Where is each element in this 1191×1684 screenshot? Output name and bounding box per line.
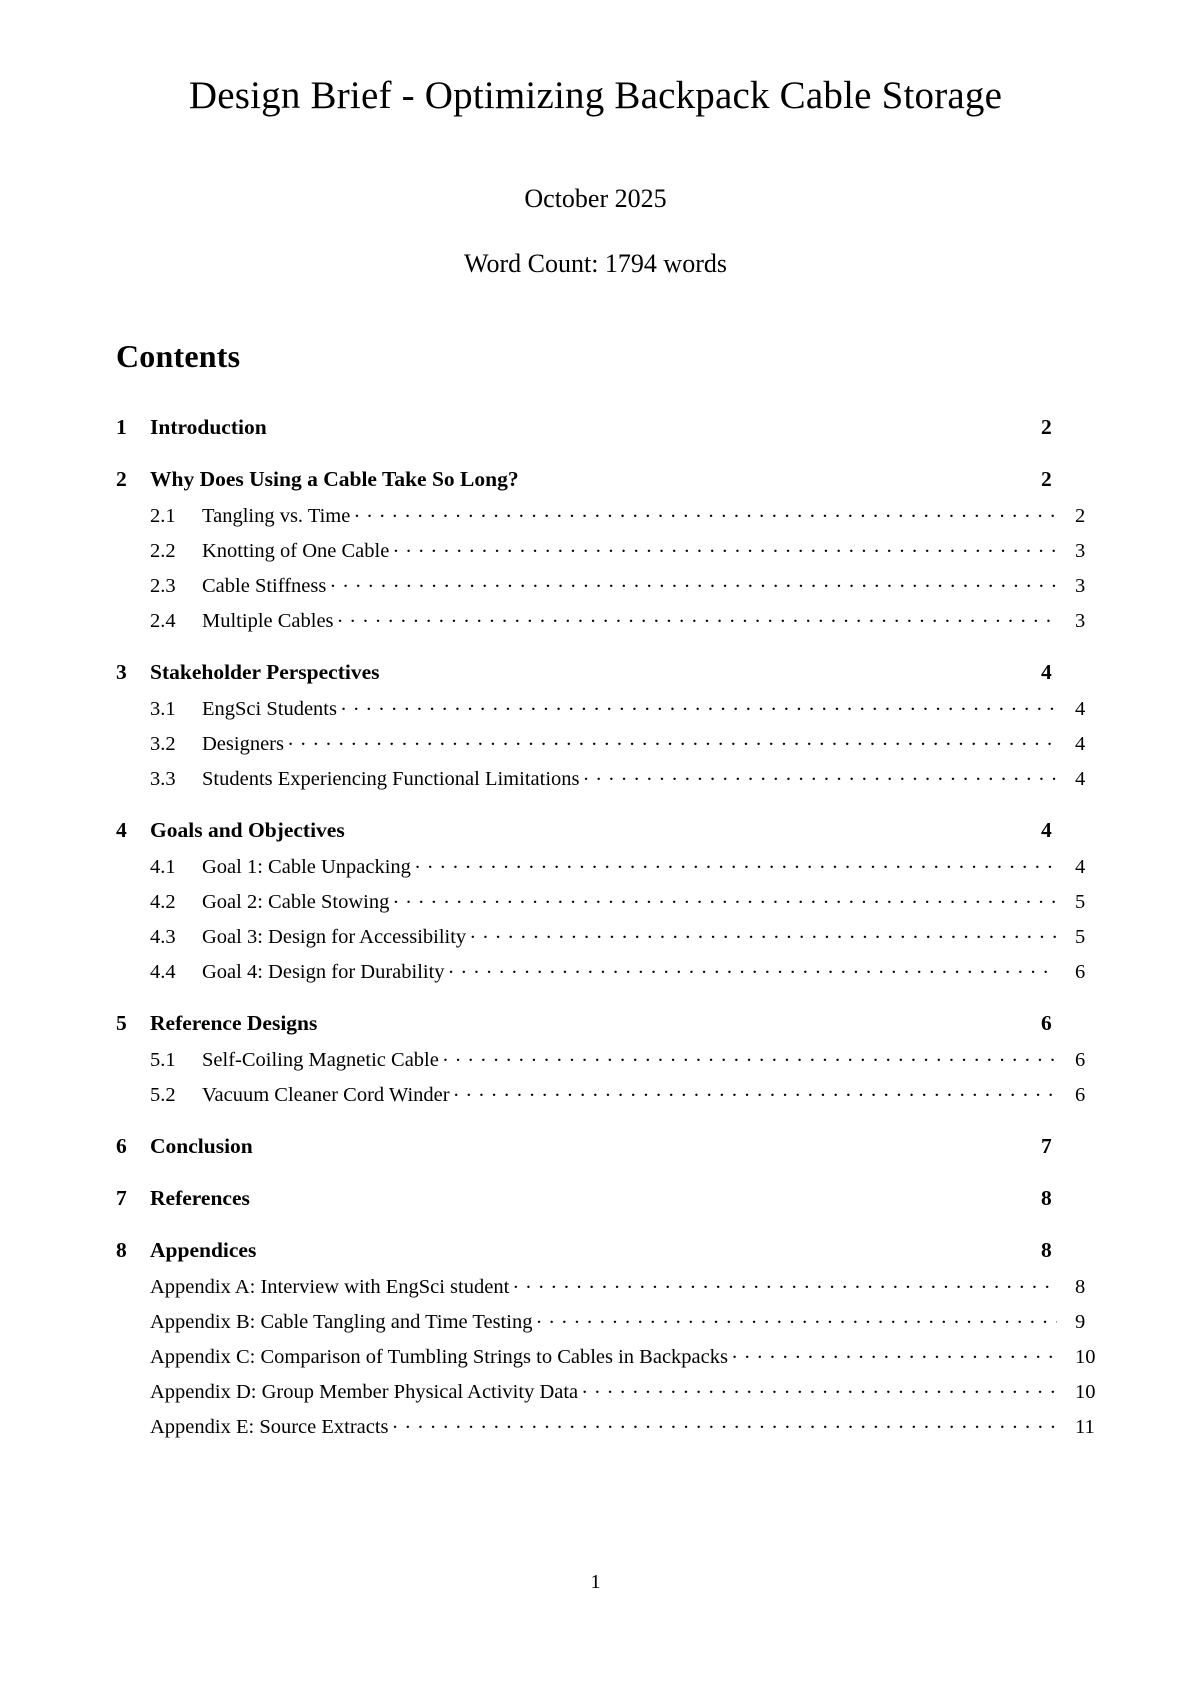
toc-entry[interactable]	[116, 1183, 1075, 1209]
toc-entry-page: 11	[1075, 1415, 1095, 1438]
toc-entry-label: Appendix B: Cable Tangling and Time Testing	[150, 1310, 533, 1333]
toc-entry-label: Designers	[202, 732, 284, 755]
toc-leader-dots	[338, 606, 1057, 627]
toc-entry-label: Stakeholder Perspectives	[150, 659, 380, 684]
toc-entry-page: 3	[1075, 609, 1086, 632]
toc-entry-number: 5	[116, 1010, 127, 1035]
toc-leader-dots	[288, 729, 1057, 750]
toc-entry-page: 5	[1075, 890, 1086, 913]
toc-entry-number: 4.3	[150, 925, 176, 948]
toc-entry-number: 7	[116, 1185, 127, 1210]
toc-entry-number: 3.1	[150, 697, 176, 720]
toc-entry-number: 3.3	[150, 767, 176, 790]
toc-entry-number: 3.2	[150, 732, 176, 755]
toc-entry-label: Self-Coiling Magnetic Cable	[202, 1048, 439, 1071]
toc-entry[interactable]	[116, 1008, 1075, 1034]
toc-leader-dots	[536, 1307, 1057, 1328]
toc-leader-dots	[393, 1412, 1057, 1433]
document-date: October 2025	[524, 183, 667, 213]
toc-entry-number: 2.3	[150, 574, 176, 597]
toc-entry[interactable]	[116, 852, 1109, 877]
toc-entry-page: 7	[1041, 1133, 1052, 1158]
toc-entry-page: 10	[1075, 1345, 1096, 1368]
toc-entry-number: 4	[116, 817, 127, 842]
toc-entry[interactable]	[116, 694, 1109, 719]
toc-list	[116, 412, 1096, 1438]
toc-entry[interactable]	[116, 815, 1075, 841]
toc-entry-label: Cable Stiffness	[202, 574, 327, 597]
toc-entry-label: Goal 1: Cable Unpacking	[202, 855, 411, 878]
toc-entry-page: 5	[1075, 925, 1086, 948]
toc-leader-dots	[582, 1377, 1057, 1398]
toc-leader-dots	[354, 501, 1057, 522]
page-title: Design Brief - Optimizing Backpack Cable Storage	[188, 74, 1003, 117]
toc-entry-label: Appendix A: Interview with EngSci student	[150, 1275, 510, 1298]
toc-entry-number: 6	[116, 1133, 127, 1158]
toc-leader-dots	[341, 694, 1057, 715]
toc-leader-dots	[513, 1272, 1057, 1293]
toc-entry-page: 4	[1075, 767, 1086, 790]
toc-entry-label: Students Experiencing Functional Limitations	[202, 767, 580, 790]
toc-entry[interactable]	[116, 1377, 1109, 1402]
toc-entry-page: 4	[1075, 697, 1086, 720]
toc-entry[interactable]	[116, 501, 1109, 526]
toc-entry-label: EngSci Students	[202, 697, 337, 720]
toc-entry-number: 4.1	[150, 855, 176, 878]
toc-entry-number: 2	[116, 466, 127, 491]
toc-entry-page: 6	[1075, 1048, 1086, 1071]
toc-entry-label: Knotting of One Cable	[202, 539, 390, 562]
toc-entry-label: Why Does Using a Cable Take So Long?	[150, 466, 519, 491]
toc-entry[interactable]	[116, 887, 1109, 912]
toc-entry[interactable]	[116, 1307, 1109, 1332]
toc-entry-number: 2.2	[150, 539, 176, 562]
word-count: Word Count: 1794 words	[464, 249, 727, 279]
toc-entry-number: 5.2	[150, 1083, 176, 1106]
toc-entry-number: 4.4	[150, 960, 176, 983]
toc-entry[interactable]	[116, 1342, 1109, 1367]
toc-entry-page: 3	[1075, 574, 1086, 597]
toc-entry-label: Reference Designs	[150, 1010, 318, 1035]
contents-heading: Contents	[116, 338, 241, 375]
toc-entry-label: Goal 2: Cable Stowing	[202, 890, 390, 913]
toc-entry-page: 2	[1041, 414, 1052, 439]
toc-entry-page: 6	[1075, 1083, 1086, 1106]
toc-entry[interactable]	[116, 957, 1109, 982]
toc-entry-number: 2.1	[150, 504, 176, 527]
toc-entry-label: Introduction	[150, 414, 267, 439]
page-number-footer	[0, 1571, 1191, 1594]
toc-entry[interactable]	[116, 536, 1109, 561]
toc-entry-label: Appendix D: Group Member Physical Activity Data	[150, 1380, 579, 1403]
toc-entry-page: 9	[1075, 1310, 1086, 1333]
toc-entry-page: 4	[1075, 732, 1086, 755]
toc-entry-label: Multiple Cables	[202, 609, 334, 632]
toc-entry-number: 4.2	[150, 890, 176, 913]
table-of-contents	[0, 339, 1191, 1437]
toc-entry-number: 2.4	[150, 609, 176, 632]
toc-entry-page: 6	[1075, 960, 1086, 983]
title-block	[0, 0, 1191, 279]
toc-entry-number: 5.1	[150, 1048, 176, 1071]
toc-leader-dots	[470, 922, 1057, 943]
toc-entry-page: 8	[1075, 1275, 1086, 1298]
toc-entry-page: 4	[1075, 855, 1086, 878]
toc-entry-number: 8	[116, 1237, 127, 1262]
toc-entry-label: Goal 3: Design for Accessibility	[202, 925, 467, 948]
toc-entry[interactable]	[116, 464, 1075, 490]
toc-entry[interactable]	[116, 412, 1075, 438]
toc-entry[interactable]	[116, 1235, 1075, 1261]
toc-entry[interactable]	[116, 922, 1109, 947]
toc-entry-page: 2	[1075, 504, 1086, 527]
toc-entry-label: References	[150, 1185, 250, 1210]
toc-entry-page: 6	[1041, 1010, 1052, 1035]
toc-entry[interactable]	[116, 1131, 1075, 1157]
toc-entry[interactable]	[116, 1412, 1109, 1437]
toc-leader-dots	[449, 957, 1057, 978]
toc-leader-dots	[732, 1342, 1057, 1363]
toc-entry-page: 2	[1041, 466, 1052, 491]
toc-entry-page: 8	[1041, 1185, 1052, 1210]
toc-entry-page: 4	[1041, 817, 1052, 842]
toc-entry[interactable]	[116, 571, 1109, 596]
toc-entry[interactable]	[116, 1080, 1109, 1105]
toc-entry-label: Appendices	[150, 1237, 257, 1262]
toc-entry-label: Appendix C: Comparison of Tumbling Strings to Cables in Backpacks	[150, 1345, 728, 1368]
toc-entry-label: Appendix E: Source Extracts	[150, 1415, 389, 1438]
toc-leader-dots	[454, 1080, 1057, 1101]
toc-entry-number: 1	[116, 414, 127, 439]
toc-leader-dots	[330, 571, 1057, 592]
toc-entry[interactable]	[116, 729, 1109, 754]
toc-entry-page: 3	[1075, 539, 1086, 562]
toc-leader-dots	[393, 887, 1057, 908]
toc-leader-dots	[393, 536, 1057, 557]
toc-entry-page: 10	[1075, 1380, 1096, 1403]
toc-entry-label: Conclusion	[150, 1133, 253, 1158]
toc-entry[interactable]	[116, 1045, 1109, 1070]
toc-entry-number: 3	[116, 659, 127, 684]
toc-entry-label: Vacuum Cleaner Cord Winder	[202, 1083, 450, 1106]
toc-entry[interactable]	[116, 764, 1109, 789]
toc-entry-label: Goals and Objectives	[150, 817, 345, 842]
toc-entry[interactable]	[116, 1272, 1109, 1297]
page-number: 1	[590, 1571, 601, 1593]
toc-leader-dots	[584, 764, 1058, 785]
toc-leader-dots	[415, 852, 1057, 873]
toc-entry[interactable]	[116, 606, 1109, 631]
toc-leader-dots	[443, 1045, 1057, 1066]
toc-entry-label: Goal 4: Design for Durability	[202, 960, 445, 983]
toc-entry-page: 4	[1041, 659, 1052, 684]
toc-entry[interactable]	[116, 657, 1075, 683]
toc-entry-page: 8	[1041, 1237, 1052, 1262]
toc-entry-label: Tangling vs. Time	[202, 504, 351, 527]
